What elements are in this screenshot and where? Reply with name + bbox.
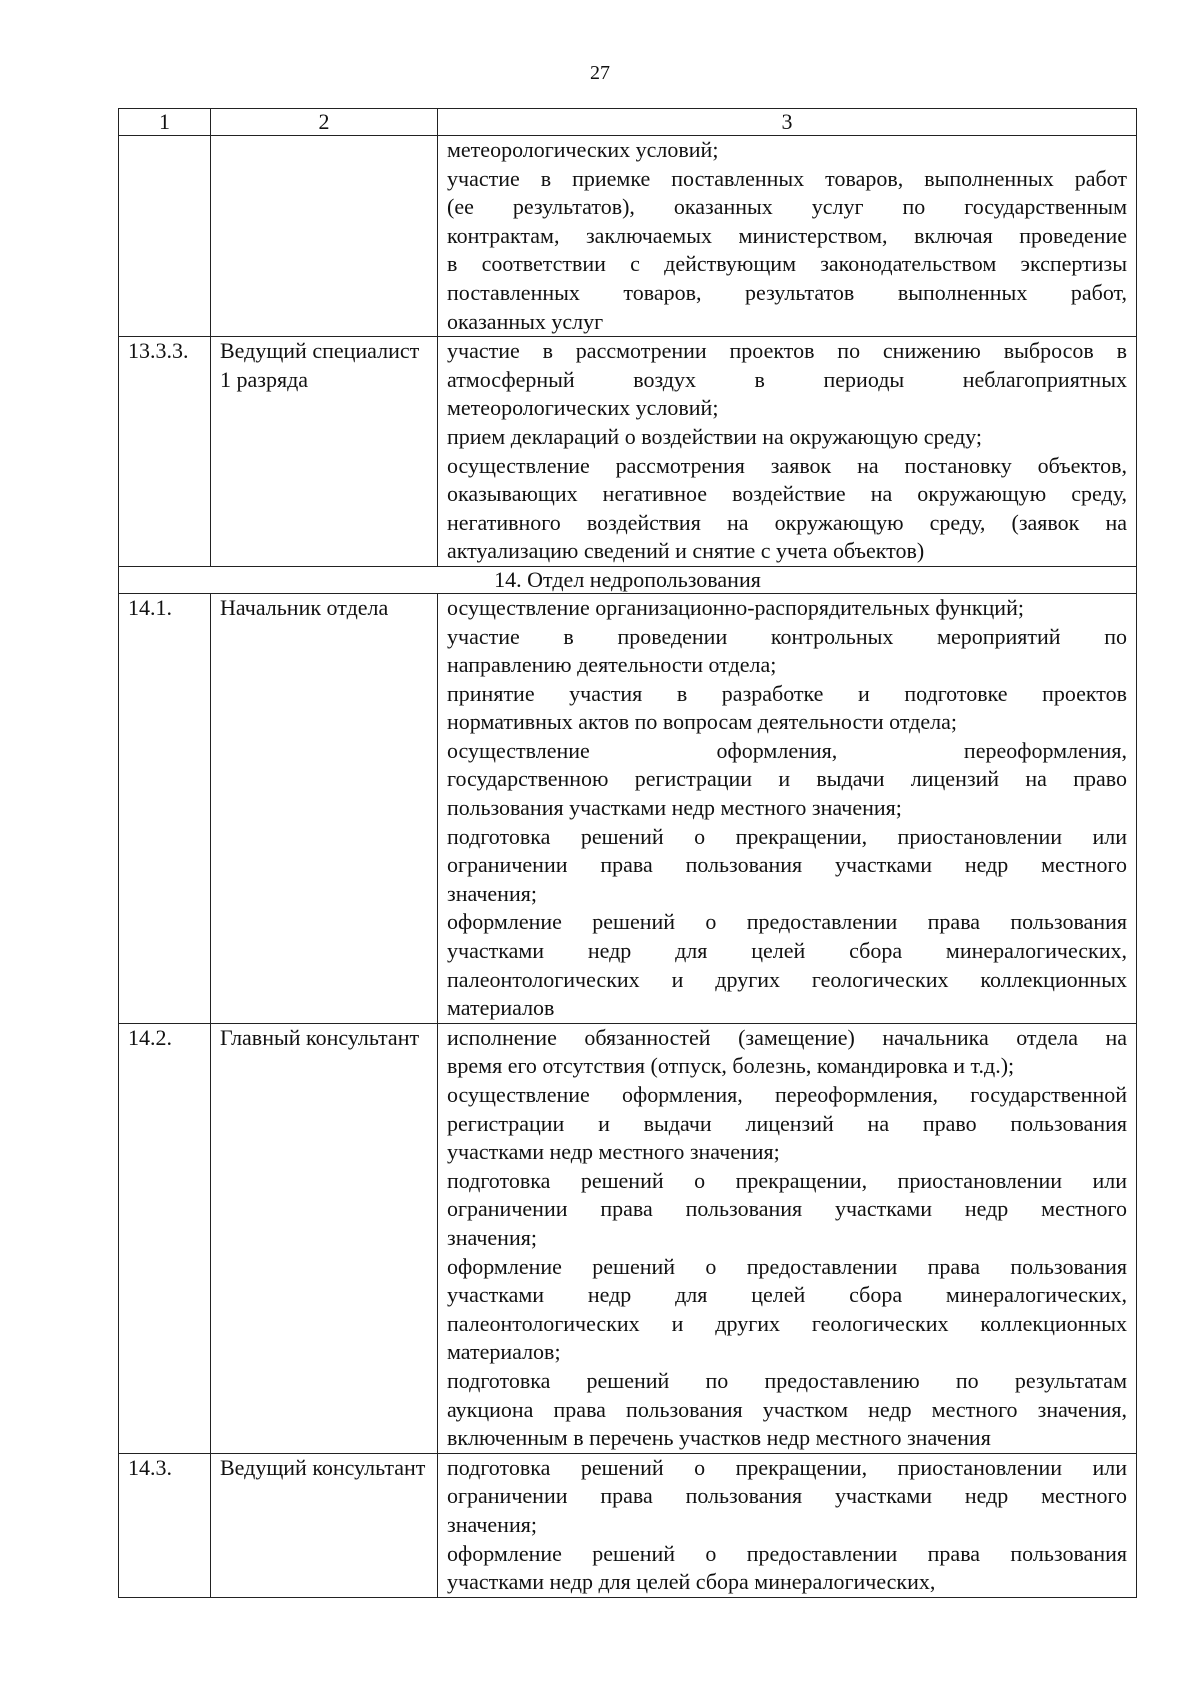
duty-line: актуализацию сведений и снятие с учета объектов): [447, 538, 925, 564]
duty-line: контрактам, заключаемых министерством, включая проведение: [447, 222, 1127, 248]
duty-line: подготовка решений о прекращении, приостановлении или: [447, 1167, 1127, 1193]
position-title: [211, 136, 438, 337]
duties-table: [118, 108, 1137, 1598]
duties-cell: [438, 593, 1137, 1023]
duty-line: исполнение обязанностей (замещение) начальника отдела на: [447, 1024, 1127, 1050]
duty-line: негативного воздействия на окружающую среду, (заявок на: [447, 509, 1127, 535]
table-row: [119, 136, 1137, 337]
duty-line: подготовка решений о прекращении, приостановлении или: [447, 1454, 1127, 1480]
header-col-1: 1: [119, 109, 211, 136]
header-col-3: 3: [438, 109, 1137, 136]
duty-line: подготовка решений о прекращении, приостановлении или: [447, 823, 1127, 849]
duty-line: значения;: [447, 1224, 537, 1250]
duty-line: (ее результатов), оказанных услуг по государственным: [447, 194, 1127, 220]
duty-line: значения;: [447, 1511, 537, 1537]
duty-line: аукциона права пользования участком недр местного значения,: [447, 1396, 1127, 1422]
duty-line: палеонтологических и других геологических коллекционных: [447, 966, 1127, 992]
duty-line: осуществление организационно-распорядительных функций;: [447, 594, 1024, 620]
duties-cell: [438, 136, 1137, 337]
duty-line: участками недр для целей сбора минералогических,: [447, 1282, 1127, 1308]
duty-line: в соответствии с действующим законодательством экспертизы: [447, 251, 1127, 277]
position-title: Ведущий консультант: [211, 1453, 438, 1597]
duty-line: материалов: [447, 995, 555, 1021]
page-number: 27: [590, 62, 610, 84]
table-row: [119, 1453, 1137, 1597]
row-number: 14.3.: [119, 1453, 211, 1597]
duty-line: осуществление оформления, переоформления,: [447, 737, 1127, 763]
duty-line: материалов;: [447, 1339, 561, 1365]
duty-line: участие в рассмотрении проектов по снижению выбросов в: [447, 338, 1127, 364]
row-number: 14.2.: [119, 1023, 211, 1453]
duty-line: ограничении права пользования участками недр местного: [447, 1196, 1127, 1222]
position-title: Главный консультант: [211, 1023, 438, 1453]
section-heading: 14. Отдел недропользования: [119, 566, 1137, 593]
duty-line: метеорологических условий;: [447, 137, 719, 162]
duty-line: поставленных товаров, результатов выполненных работ,: [447, 279, 1127, 305]
duty-line: ограничении права пользования участками недр местного: [447, 1483, 1127, 1509]
position-title: Ведущий специалист 1 разряда: [211, 337, 438, 567]
duty-line: оформление решений о предоставлении права пользования: [447, 1253, 1127, 1279]
table-row: [119, 593, 1137, 1023]
table-row: [119, 337, 1137, 567]
position-title: Начальник отдела: [211, 593, 438, 1023]
duty-line: оформление решений о предоставлении права пользования: [447, 909, 1127, 935]
duty-line: палеонтологических и других геологических коллекционных: [447, 1310, 1127, 1336]
duty-line: направлению деятельности отдела;: [447, 652, 777, 678]
duties-cell: [438, 337, 1137, 567]
duty-line: ограничении права пользования участками недр местного: [447, 852, 1127, 878]
duty-line: время его отсутствия (отпуск, болезнь, командировка и т.д.);: [447, 1053, 1015, 1079]
duty-line: оказанных услуг: [447, 308, 604, 334]
duty-line: метеорологических условий;: [447, 395, 719, 421]
duty-line: пользования участками недр местного значения;: [447, 795, 902, 821]
duties-cell: [438, 1453, 1137, 1597]
row-number: 13.3.3.: [119, 337, 211, 567]
row-number: 14.1.: [119, 593, 211, 1023]
duty-line: осуществление рассмотрения заявок на постановку объектов,: [447, 452, 1127, 478]
duty-line: принятие участия в разработке и подготовке проектов: [447, 680, 1127, 706]
duty-line: осуществление оформления, переоформления, государственной: [447, 1082, 1127, 1107]
duty-line: атмосферный воздух в периоды неблагоприятных: [447, 366, 1127, 392]
duty-line: оформление решений о предоставлении права пользования: [447, 1540, 1127, 1566]
duty-line: нормативных актов по вопросам деятельности отдела;: [447, 709, 957, 735]
row-number: [119, 136, 211, 337]
duty-line: значения;: [447, 880, 537, 906]
duty-line: участками недр для целей сбора минералогических,: [447, 938, 1127, 964]
duty-line: участие в приемке поставленных товаров, выполненных работ: [447, 165, 1127, 191]
duties-cell: [438, 1023, 1137, 1453]
duty-line: прием деклараций о воздействии на окружающую среду;: [447, 423, 982, 449]
duty-line: подготовка решений по предоставлению по результатам: [447, 1367, 1127, 1393]
table-row: [119, 1023, 1137, 1453]
duty-line: включенным в перечень участков недр местного значения: [447, 1425, 991, 1451]
duty-line: участками недр местного значения;: [447, 1139, 780, 1165]
section-row: [119, 566, 1137, 593]
duty-line: оказывающих негативное воздействие на окружающую среду,: [447, 481, 1127, 507]
duty-line: государственною регистрации и выдачи лицензий на право: [447, 766, 1127, 792]
duty-line: регистрации и выдачи лицензий на право пользования: [447, 1110, 1127, 1136]
table-header-row: [119, 109, 1137, 136]
duty-line: участие в проведении контрольных мероприятий по: [447, 623, 1127, 649]
duty-line: участками недр для целей сбора минералогических,: [447, 1569, 936, 1595]
header-col-2: 2: [211, 109, 438, 136]
